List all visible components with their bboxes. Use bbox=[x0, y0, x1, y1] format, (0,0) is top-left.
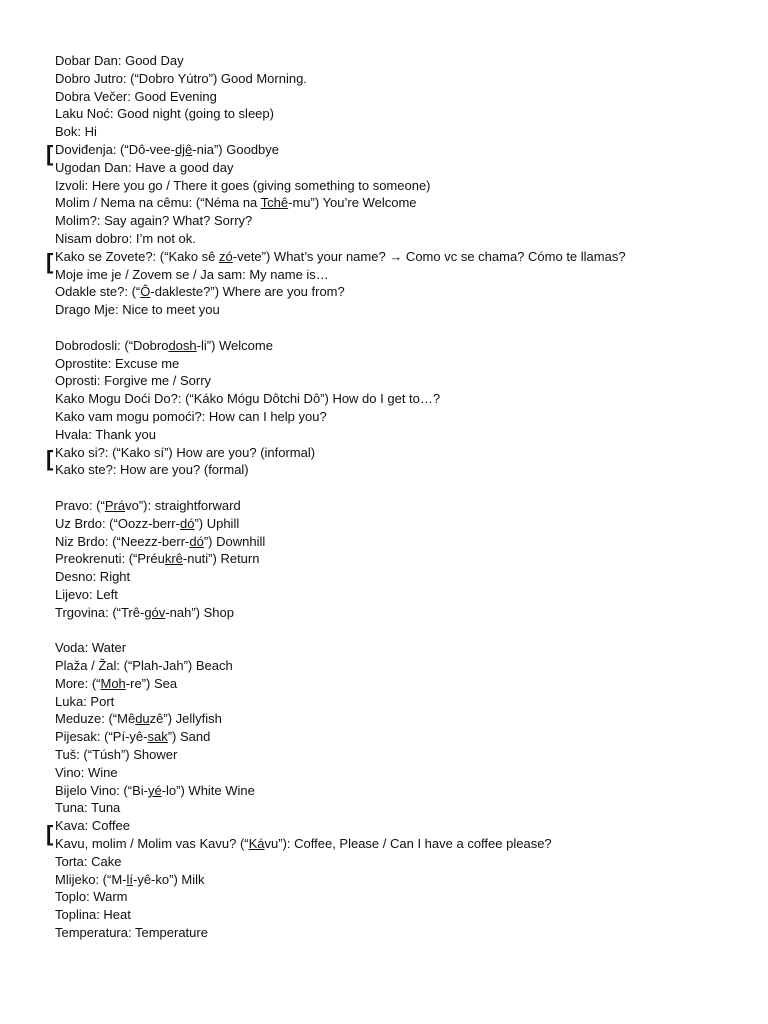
phrase-line bbox=[55, 604, 755, 622]
phrase-text: Kako ste?: How are you? (formal) bbox=[55, 462, 249, 478]
phrase-text: -dakleste?”) Where are you from? bbox=[150, 284, 345, 300]
phrase-text: Kavu, molim / Molim vas Kavu? (“ bbox=[55, 836, 249, 852]
phrase-text: Kako vam mogu pomoći?: How can I help you? bbox=[55, 408, 327, 424]
phrase-line bbox=[55, 461, 755, 479]
phrase-line bbox=[55, 426, 755, 444]
stressed-syllable: dosh bbox=[168, 337, 197, 353]
phrase-text: Pravo: (“ bbox=[55, 497, 105, 513]
bracket-mark: [ bbox=[46, 821, 54, 846]
phrase-text: zê”) Jellyfish bbox=[149, 711, 222, 727]
phrase-line bbox=[55, 657, 755, 675]
stressed-syllable: dó bbox=[179, 515, 195, 531]
stressed-syllable: yé bbox=[147, 782, 162, 798]
phrase-line bbox=[55, 568, 755, 586]
phrase-text: Oprostite: Excuse me bbox=[55, 355, 180, 371]
phrase-line bbox=[55, 337, 755, 355]
phrase-line bbox=[55, 372, 755, 390]
stressed-syllable: Ká bbox=[248, 836, 265, 852]
phrase-line bbox=[55, 159, 755, 177]
phrase-text: Drago Mje: Nice to meet you bbox=[55, 302, 220, 318]
phrase-line bbox=[55, 52, 755, 70]
phrase-text: Luka: Port bbox=[55, 693, 115, 709]
phrase-text: Molim / Nema na cêmu: (“Néma na bbox=[55, 195, 261, 211]
phrase-line bbox=[55, 782, 755, 800]
phrase-text: Preokrenuti: (“Préu bbox=[55, 551, 165, 567]
phrase-text: Odakle ste?: (“ bbox=[55, 284, 141, 300]
phrase-line bbox=[55, 212, 755, 230]
phrase-line bbox=[55, 746, 755, 764]
phrase-line bbox=[55, 497, 755, 515]
phrase-line bbox=[55, 123, 755, 141]
phrase-line bbox=[55, 444, 755, 462]
stressed-syllable: Ô bbox=[140, 284, 151, 300]
stressed-syllable: djê bbox=[174, 141, 193, 157]
phrase-line bbox=[55, 764, 755, 782]
phrase-text: Oprosti: Forgive me / Sorry bbox=[55, 373, 212, 389]
phrase-text: Kako Mogu Doći Do?: (“Káko Mógu Dôtchi Dô”) How do I get to…? bbox=[55, 391, 441, 407]
phrase-line bbox=[55, 586, 755, 604]
phrase-text: Meduze: (“Mê bbox=[55, 711, 136, 727]
phrase-text: More: (“ bbox=[55, 675, 101, 691]
bracket-mark: [ bbox=[46, 141, 54, 166]
phrase-text: -mu”) You’re Welcome bbox=[288, 195, 417, 211]
phrase-text: ”) Downhill bbox=[203, 533, 266, 549]
phrase-text: Kako si?: (“Kako sí”) How are you? (informal) bbox=[55, 444, 316, 460]
phrase-text: Toplina: Heat bbox=[55, 907, 131, 923]
stressed-syllable: zó bbox=[219, 248, 233, 264]
phrase-text: vu”): Coffee, Please / Can I have a coffee please? bbox=[264, 836, 552, 852]
phrase-line bbox=[55, 853, 755, 871]
phrase-text: Vino: Wine bbox=[55, 764, 118, 780]
phrase-text: Voda: Water bbox=[55, 640, 127, 656]
phrase-text: ”) Sand bbox=[167, 729, 211, 745]
phrase-text: Tuš: (“Túsh”) Shower bbox=[55, 747, 178, 763]
phrase-text: -li”) Welcome bbox=[196, 337, 273, 353]
phrase-text: Kako se Zovete?: (“Kako sê bbox=[55, 248, 220, 264]
stressed-syllable: góv bbox=[144, 604, 166, 620]
phrase-text: Dobra Večer: Good Evening bbox=[55, 88, 217, 104]
phrase-text: Temperatura: Temperature bbox=[55, 925, 208, 941]
phrase-text: -re”) Sea bbox=[125, 675, 178, 691]
phrase-line bbox=[55, 70, 755, 88]
blank-line bbox=[55, 622, 755, 640]
phrase-line bbox=[55, 710, 755, 728]
bracket-mark: [ bbox=[46, 446, 54, 471]
phrase-line bbox=[55, 835, 755, 853]
phrase-text: -vete”) What’s your name? bbox=[232, 248, 390, 264]
blank-line bbox=[55, 479, 755, 497]
phrase-text: Izvoli: Here you go / There it goes (giving something to someone) bbox=[55, 177, 431, 193]
phrase-text: Como vc se chama? Cómo te llamas? bbox=[402, 248, 626, 264]
phrase-line bbox=[55, 871, 755, 889]
phrase-line bbox=[55, 248, 755, 266]
phrase-text: Desno: Right bbox=[55, 569, 131, 585]
phrase-line bbox=[55, 799, 755, 817]
stressed-syllable: sak bbox=[147, 729, 168, 745]
phrase-text: Nisam dobro: I’m not ok. bbox=[55, 230, 196, 246]
phrase-text: Pijesak: (“Pí-yê- bbox=[55, 729, 148, 745]
phrase-line bbox=[55, 533, 755, 551]
phrase-text: Dobar Dan: Good Day bbox=[55, 53, 184, 68]
right-arrow-icon: → bbox=[389, 248, 403, 264]
phrase-text: Niz Brdo: (“Neezz-berr- bbox=[55, 533, 190, 549]
phrase-text: ”) Uphill bbox=[194, 515, 240, 531]
phrase-text: Tuna: Tuna bbox=[55, 800, 121, 816]
phrase-line bbox=[55, 675, 755, 693]
phrase-line bbox=[55, 728, 755, 746]
phrase-line bbox=[55, 515, 755, 533]
phrase-text: Trgovina: (“Trê- bbox=[55, 604, 145, 620]
phrase-text: Toplo: Warm bbox=[55, 889, 128, 905]
phrase-text: -nia”) Goodbye bbox=[192, 141, 280, 157]
phrase-text: Torta: Cake bbox=[55, 853, 122, 869]
phrase-line bbox=[55, 817, 755, 835]
phrase-text: Mlijeko: (“M- bbox=[55, 871, 127, 887]
phrase-line bbox=[55, 390, 755, 408]
phrase-line bbox=[55, 888, 755, 906]
phrase-line bbox=[55, 550, 755, 568]
phrase-text: -lo”) White Wine bbox=[161, 782, 255, 798]
phrase-text: Laku Noć: Good night (going to sleep) bbox=[55, 106, 274, 122]
stressed-syllable: Moh bbox=[100, 675, 126, 691]
blank-line bbox=[55, 319, 755, 337]
phrase-line bbox=[55, 230, 755, 248]
phrase-text: Doviđenja: (“Dô-vee- bbox=[55, 141, 175, 157]
stressed-syllable: dó bbox=[189, 533, 204, 549]
phrase-text: -nuti”) Return bbox=[182, 551, 260, 567]
phrase-line bbox=[55, 906, 755, 924]
phrase-text: Molim?: Say again? What? Sorry? bbox=[55, 213, 253, 229]
phrase-text: Ugodan Dan: Have a good day bbox=[55, 159, 234, 175]
phrase-text: Uz Brdo: (“Oozz-berr- bbox=[55, 515, 180, 531]
stressed-syllable: Prá bbox=[104, 497, 126, 513]
phrase-line bbox=[55, 194, 755, 212]
phrase-text: vo”): straightforward bbox=[125, 497, 241, 513]
phrase-text: Dobro Jutro: (“Dobro Yútro”) Good Morning. bbox=[55, 70, 307, 86]
phrase-text: Plaža / Žal: (“Plah-Jah”) Beach bbox=[55, 658, 233, 674]
phrase-line bbox=[55, 105, 755, 123]
phrase-text: Dobrodosli: (“Dobro bbox=[55, 337, 169, 353]
bracket-mark: [ bbox=[46, 249, 54, 274]
phrase-line bbox=[55, 266, 755, 284]
phrase-text: Hvala: Thank you bbox=[55, 426, 156, 442]
phrase-line bbox=[55, 283, 755, 301]
phrase-text: -nah”) Shop bbox=[165, 604, 234, 620]
phrase-line bbox=[55, 639, 755, 657]
phrase-line bbox=[55, 177, 755, 195]
phrase-text: Bijelo Vino: (“Bi- bbox=[55, 782, 148, 798]
phrase-line bbox=[55, 408, 755, 426]
stressed-syllable: du bbox=[135, 711, 150, 727]
phrase-line bbox=[55, 355, 755, 373]
phrase-text: -yê-ko”) Milk bbox=[133, 871, 205, 887]
phrase-line bbox=[55, 141, 755, 159]
phrase-line bbox=[55, 924, 755, 942]
phrase-line bbox=[55, 88, 755, 106]
stressed-syllable: lí bbox=[126, 871, 133, 887]
stressed-syllable: Tchê bbox=[260, 195, 289, 211]
phrase-text: Lijevo: Left bbox=[55, 586, 118, 602]
phrase-list bbox=[55, 52, 755, 942]
stressed-syllable: krê bbox=[164, 551, 183, 567]
phrase-line bbox=[55, 693, 755, 711]
phrase-text: Bok: Hi bbox=[55, 124, 97, 140]
phrase-text: Kava: Coffee bbox=[55, 818, 130, 834]
phrase-line bbox=[55, 301, 755, 319]
phrase-text: Moje ime je / Zovem se / Ja sam: My name is… bbox=[55, 266, 329, 282]
